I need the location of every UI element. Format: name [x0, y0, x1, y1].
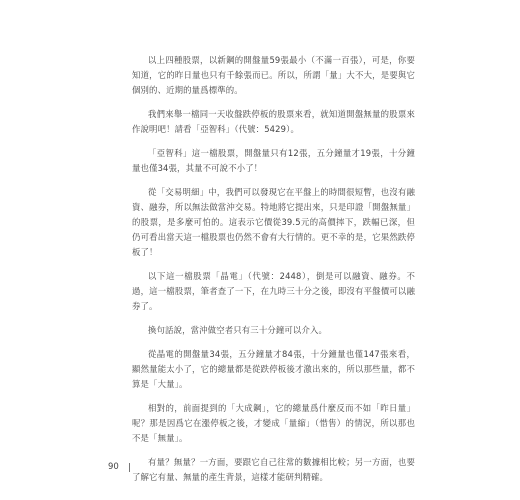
page-number: 90	[108, 462, 119, 472]
paragraph-7: 從晶電的開盤量34張，五分鐘量才84張，十分鐘量也僅147張來看，顯然量能太小了，它的總量都是從跌停板後才激出來的，所以那些量，都不算是「大量」。	[132, 349, 415, 389]
paragraph-8: 相對的，前面提到的「大成鋼」，它的總量爲什麼反而不如「昨日量」呢？那是因爲它在漲停板之後，才變成「量縮」（惜售）的情況，所以那也不是「無量」。	[132, 403, 415, 443]
paragraph-2: 我們來舉一檔同一天收盤跌停板的股票來看，就知道開盤無量的股票來作說明吧！請看「亞智科」（代號：5429）。	[132, 109, 415, 134]
paragraph-5: 以下這一檔股票「晶電」（代號：2448），倒是可以融資、融券。不過，這一檔股票，筆者查了一下，在九時三十分之後，即沒有平盤價可以融券了。	[132, 271, 415, 311]
paragraph-3: 「亞智科」這一檔股票，開盤量只有12張，五分鐘量才19張，十分鐘量也僅34張，其量不可說不小了！	[132, 148, 415, 173]
paragraph-6: 換句話說，當沖做空者只有三十分鐘可以介入。	[148, 325, 328, 335]
paragraph-1: 以上四種股票，以新鋼的開盤量59張最小（不滿一百張），可是，你要知道，它的昨日量也只有千餘張而已。所以，所謂「量」大不大，是要與它個別的、近期的量爲標準的。	[132, 55, 415, 95]
paragraph-9: 有量？無量？一方面，要跟它自己往常的數據相比較；另一方面，也要了解它有量、無量的產生背景，這樣才能研判精確。	[132, 457, 415, 482]
footer-divider	[129, 463, 130, 472]
page-footer	[108, 462, 130, 472]
paragraph-4: 從「交易明細」中，我們可以發現它在平盤上的時間很短暫，也沒有融資、融券，所以無法做當沖交易。特地將它提出來，只是印證「開盤無量」的股票，是多麼可怕的。這表示它價從39.5元的高價摔下，跌幅已深，但仍可看出當天這一檔股票也仍然不會有大行情的。更不幸的是，它果然跌停板了！	[132, 187, 415, 257]
body-text	[132, 53, 415, 494]
